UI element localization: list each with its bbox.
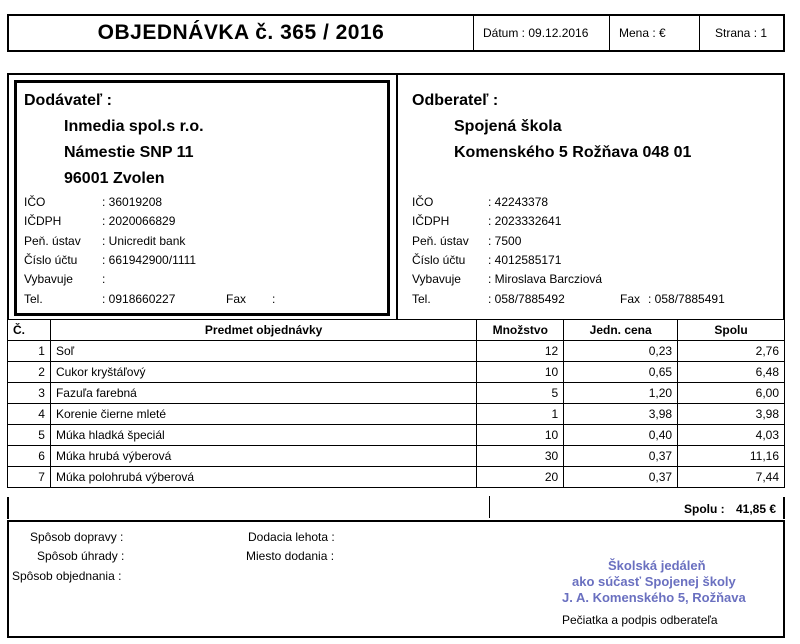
customer-name: Spojená škola — [454, 118, 562, 135]
table-header-row — [8, 320, 785, 341]
header-divider — [699, 16, 700, 50]
customer-tel-value: : 058/7885492 — [488, 292, 565, 306]
row-item: Múka polohrubá výberová — [50, 467, 476, 488]
order-page: Strana : 1 — [715, 26, 768, 40]
row-unit-price: 0,40 — [564, 425, 678, 446]
supplier-tel-label: Tel. — [24, 292, 43, 306]
stamp-line-1: Školská jedáleň — [608, 558, 706, 573]
order-date: Dátum : 09.12.2016 — [483, 26, 589, 40]
total-divider — [489, 496, 490, 518]
supplier-ico-value: : 36019208 — [102, 195, 163, 209]
supplier-icdph-label: IČDPH — [24, 214, 62, 228]
table-row — [8, 425, 785, 446]
customer-account-value: : 4012585171 — [488, 253, 562, 267]
order-currency: Mena : € — [619, 26, 666, 40]
supplier-contact-value: : — [102, 272, 106, 286]
table-row — [8, 383, 785, 404]
supplier-bank-value: : Unicredit bank — [102, 234, 186, 248]
row-unit-price: 0,65 — [564, 362, 678, 383]
row-total: 6,48 — [678, 362, 785, 383]
row-quantity: 5 — [477, 383, 564, 404]
row-item: Múka hladká špeciál — [50, 425, 476, 446]
header-divider — [609, 16, 610, 50]
customer-tel-label: Tel. — [412, 292, 431, 306]
row-number: 2 — [8, 362, 51, 383]
supplier-tel-value: : 0918660227 — [102, 292, 176, 306]
total-label: Spolu : — [684, 502, 725, 516]
row-unit-price: 3,98 — [564, 404, 678, 425]
row-total: 7,44 — [678, 467, 785, 488]
table-row — [8, 446, 785, 467]
row-unit-price: 1,20 — [564, 383, 678, 404]
row-number: 4 — [8, 404, 51, 425]
total-row — [7, 497, 785, 519]
ordering-label: Spôsob objednania : — [12, 569, 122, 583]
supplier-ico-label: IČO — [24, 195, 46, 209]
row-total: 3,98 — [678, 404, 785, 425]
order-title: OBJEDNÁVKA č. 365 / 2016 — [97, 21, 385, 44]
customer-bank-value: : 7500 — [488, 234, 522, 248]
row-total: 6,00 — [678, 383, 785, 404]
delivery-place-label: Miesto dodania : — [246, 549, 335, 563]
row-number: 6 — [8, 446, 51, 467]
supplier-street: Námestie SNP 11 — [64, 144, 194, 161]
header-divider — [473, 16, 474, 50]
row-item: Cukor kryštáľový — [50, 362, 476, 383]
supplier-fax-label: Fax — [226, 292, 247, 306]
supplier-city: 96001 Zvolen — [64, 170, 165, 187]
items-table — [7, 319, 785, 488]
col-header-quantity: Množstvo — [477, 320, 564, 341]
row-number: 5 — [8, 425, 51, 446]
row-quantity: 20 — [477, 467, 564, 488]
row-quantity: 30 — [477, 446, 564, 467]
row-item: Múka hrubá výberová — [50, 446, 476, 467]
col-header-item: Predmet objednávky — [50, 320, 476, 341]
col-header-total: Spolu — [678, 320, 785, 341]
order-header — [7, 14, 785, 52]
customer-heading: Odberateľ : — [412, 92, 499, 109]
row-number: 7 — [8, 467, 51, 488]
table-row — [8, 362, 785, 383]
customer-contact-label: Vybavuje — [412, 272, 461, 286]
supplier-fax-value: : — [272, 292, 276, 306]
row-quantity: 1 — [477, 404, 564, 425]
row-total: 11,16 — [678, 446, 785, 467]
customer-fax-value: : 058/7885491 — [648, 292, 725, 306]
supplier-contact-label: Vybavuje — [24, 272, 73, 286]
parties-divider — [396, 73, 398, 319]
customer-bank-label: Peň. ústav — [412, 234, 469, 248]
row-number: 3 — [8, 383, 51, 404]
customer-fax-label: Fax — [620, 292, 641, 306]
customer-icdph-label: IČDPH — [412, 214, 450, 228]
row-item: Soľ — [50, 341, 476, 362]
row-total: 2,76 — [678, 341, 785, 362]
table-row — [8, 341, 785, 362]
customer-address: Komenského 5 Rožňava 048 01 — [454, 144, 692, 161]
col-header-number: Č. — [8, 320, 51, 341]
col-header-unit-price: Jedn. cena — [564, 320, 678, 341]
row-unit-price: 0,23 — [564, 341, 678, 362]
row-item: Fazuľa farebná — [50, 383, 476, 404]
row-quantity: 10 — [477, 425, 564, 446]
supplier-account-label: Číslo účtu — [24, 253, 78, 267]
customer-contact-value: : Miroslava Barcziová — [488, 272, 603, 286]
table-row — [8, 467, 785, 488]
row-item: Korenie čierne mleté — [50, 404, 476, 425]
customer-icdph-value: : 2023332641 — [488, 214, 562, 228]
stamp-line-2: ako súčasť Spojenej školy — [572, 574, 736, 589]
payment-label: Spôsob úhrady : — [37, 549, 125, 563]
row-total: 4,03 — [678, 425, 785, 446]
supplier-name: Inmedia spol.s r.o. — [64, 118, 204, 135]
supplier-heading: Dodávateľ : — [24, 92, 112, 109]
customer-ico-value: : 42243378 — [488, 195, 549, 209]
delivery-term-label: Dodacia lehota : — [248, 530, 335, 544]
supplier-bank-label: Peň. ústav — [24, 234, 81, 248]
transport-label: Spôsob dopravy : — [30, 530, 124, 544]
row-unit-price: 0,37 — [564, 467, 678, 488]
row-number: 1 — [8, 341, 51, 362]
row-quantity: 10 — [477, 362, 564, 383]
customer-ico-label: IČO — [412, 195, 434, 209]
signature-label: Pečiatka a podpis odberateľa — [562, 613, 718, 627]
table-row — [8, 404, 785, 425]
row-quantity: 12 — [477, 341, 564, 362]
customer-account-label: Číslo účtu — [412, 253, 466, 267]
total-value: 41,85 € — [736, 502, 777, 516]
stamp-line-3: J. A. Komenského 5, Rožňava — [562, 590, 746, 605]
supplier-account-value: : 661942900/1111 — [102, 253, 197, 267]
supplier-icdph-value: : 2020066829 — [102, 214, 176, 228]
row-unit-price: 0,37 — [564, 446, 678, 467]
